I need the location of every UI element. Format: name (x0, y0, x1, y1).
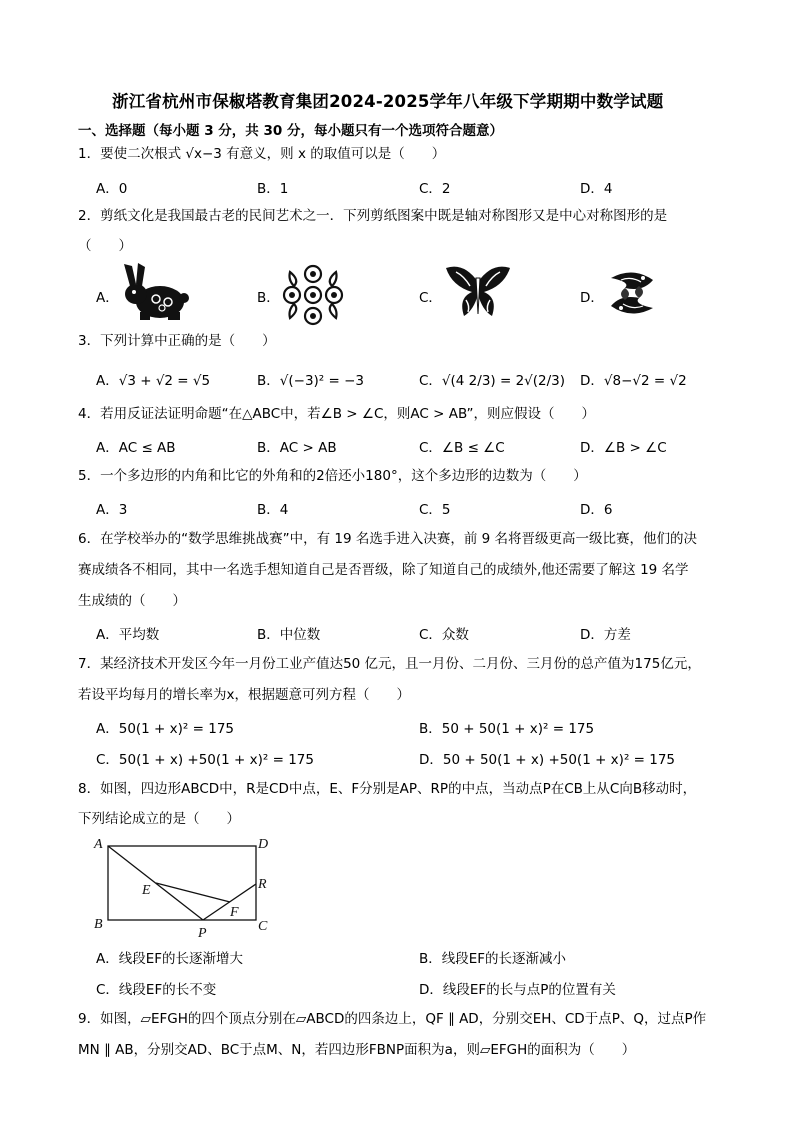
q1-option-a: A．0 (96, 181, 128, 197)
question-6-stem-line3: 生成绩的（ ） (78, 593, 186, 609)
section-heading: 一、选择题（每小题 3 分，共 30 分，每小题只有一个选项符合题意） (78, 123, 503, 139)
label-c: C (258, 919, 268, 934)
rabbit-papercut-image (118, 262, 190, 328)
q4-option-b: B．AC > AB (257, 440, 337, 456)
label-d: D (258, 837, 269, 852)
butterfly-papercut-image (442, 264, 514, 326)
label-r: R (258, 877, 267, 892)
question-9-stem-line2: MN ∥ AB，分别交AD、BC于点M、N，若四边形FBNP面积为a，则▱EFGH的面积为（ ） (78, 1042, 636, 1058)
question-7-stem-line1: 7．某经济技术开发区今年一月份工业产值达50 亿元，且一月份、二月份、三月份的总产值为175亿元， (78, 656, 701, 672)
label-f: F (230, 905, 239, 920)
page-title: 浙江省杭州市保椒塔教育集团2024-2025学年八年级下学期期中数学试题 (112, 92, 664, 111)
q6-option-d: D．方差 (580, 627, 631, 643)
question-2-stem-line1: 2．剪纸文化是我国最古老的民间艺术之一．下列剪纸图案中既是轴对称图形又是中心对称图形的是 (78, 208, 668, 224)
q2-option-d: D． (580, 290, 604, 306)
q7-option-c: C．50(1 + x) +50(1 + x)² = 175 (96, 752, 314, 768)
q3-option-a: A．√3 + √2 = √5 (96, 373, 211, 389)
q1-option-d: D．4 (580, 181, 613, 197)
q2-option-c: C． (419, 290, 442, 306)
q4-option-a: A．AC ≤ AB (96, 440, 176, 456)
q4-option-d: D．∠B > ∠C (580, 440, 667, 456)
question-6-stem-line2: 赛成绩各不相同，其中一名选手想知道自己是否晋级，除了知道自己的成绩外,他还需要了解这 19 名学 (78, 562, 689, 578)
label-b: B (94, 917, 103, 932)
q6-option-c: C．众数 (419, 627, 469, 643)
q7-option-d: D．50 + 50(1 + x) +50(1 + x)² = 175 (419, 752, 676, 768)
label-a: A (94, 837, 103, 852)
q8-option-a: A．线段EF的长逐渐增大 (96, 951, 244, 967)
label-e: E (142, 883, 151, 898)
q8-geometry-figure (90, 834, 280, 944)
q6-option-b: B．中位数 (257, 627, 321, 643)
q3-option-d: D．√8−√2 = √2 (580, 373, 687, 389)
question-9-stem-line1: 9．如图，▱EFGH的四个顶点分别在▱ABCD的四条边上，QF ∥ AD，分别交EH、CD于点P、Q，过点P作 (78, 1011, 707, 1027)
q1-option-c: C．2 (419, 181, 451, 197)
question-8-stem-line1: 8．如图，四边形ABCD中，R是CD中点，E、F分别是AP、RP的中点，当动点P在CB上从C向B移动时， (78, 781, 697, 797)
label-p: P (198, 926, 207, 940)
q3-option-b: B．√(−3)² = −3 (257, 373, 365, 389)
question-1-stem: 1．要使二次根式 √x−3 有意义，则 x 的取值可以是（ ） (78, 146, 446, 162)
q2-option-b: B． (257, 290, 280, 306)
question-3-stem: 3．下列计算中正确的是（ ） (78, 333, 276, 349)
question-8-stem-line2: 下列结论成立的是（ ） (78, 811, 240, 827)
fish-papercut-image (603, 264, 661, 326)
q7-option-b: B．50 + 50(1 + x)² = 175 (419, 721, 595, 737)
question-7-stem-line2: 若设平均每月的增长率为x，根据题意可列方程（ ） (78, 687, 410, 703)
q2-option-a: A． (96, 290, 119, 306)
q7-option-a: A．50(1 + x)² = 175 (96, 721, 234, 737)
q8-option-d: D．线段EF的长与点P的位置有关 (419, 982, 616, 998)
q4-option-c: C．∠B ≤ ∠C (419, 440, 505, 456)
q3-option-c: C．√(4 2/3) = 2√(2/3) (419, 373, 566, 389)
q6-option-a: A．平均数 (96, 627, 160, 643)
q5-option-c: C．5 (419, 502, 451, 518)
q8-option-c: C．线段EF的长不变 (96, 982, 217, 998)
segment-ap (108, 846, 203, 920)
question-5-stem: 5．一个多边形的内角和比它的外角和的2倍还小180°，这个多边形的边数为（ ） (78, 468, 587, 484)
question-2-stem-line2: （ ） (78, 238, 132, 254)
question-4-stem: 4．若用反证法证明命题“在△ABC中，若∠B > ∠C，则AC > AB”，则应假设（ ） (78, 406, 596, 422)
q8-option-b: B．线段EF的长逐渐减小 (419, 951, 567, 967)
q1-option-b: B．1 (257, 181, 289, 197)
flower-papercut-image (280, 262, 346, 332)
q5-option-a: A．3 (96, 502, 128, 518)
q5-option-d: D．6 (580, 502, 613, 518)
question-6-stem-line1: 6．在学校举办的“数学思维挑战赛”中，有 19 名选手进入决赛，前 9 名将晋级更高一级比赛，他们的决 (78, 531, 698, 547)
q5-option-b: B．4 (257, 502, 289, 518)
